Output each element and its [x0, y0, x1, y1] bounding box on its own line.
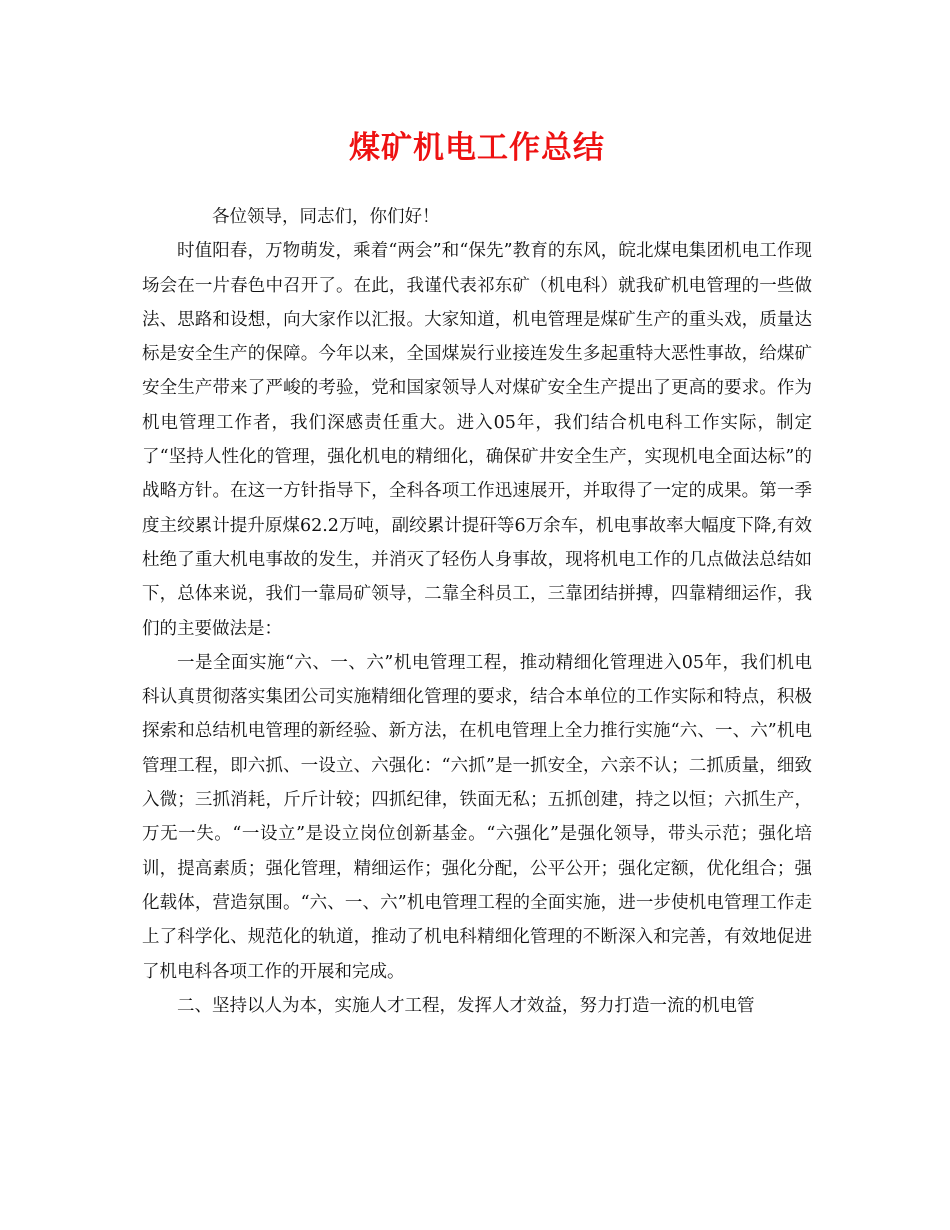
document-page: [142, 120, 812, 1023]
body-paragraph-point-two: 二、坚持以人为本，实施人才工程，发挥人才效益，努力打造一流的机电管: [177, 995, 755, 1016]
body-paragraph-point-one: 一是全面实施“六、一、六”机电管理工程，推动精细化管理进入05年，我们机电科认真贯彻落实集团公司实施精细化管理的要求，结合本单位的工作实际和特点，积极探索和总结机电管理的新经验、新方法，在机电管理上全力推行实施“六、一、六”机电管理工程，即六抓、一设立、六强化：“六抓”是一抓安全，六亲不认；二抓质量，细致入微；三抓消耗，斤斤计较；四抓纪律，铁面无私；五抓创建，持之以恒；六抓生产，万无一失。“一设立”是设立岗位创新基金。“六强化”是强化领导，带头示范；强化培训，提高素质；强化管理，精细运作；强化分配，公平公开；强化定额，优化组合；强化载体，营造氛围。“六、一、六”机电管理工程的全面实施，进一步使机电管理工作走上了科学化、规范化的轨道，推动了机电科精细化管理的不断深入和完善，有效地促进了机电科各项工作的开展和完成。: [142, 652, 812, 982]
body-paragraph-intro: 时值阳春，万物萌发，乘着“两会”和“保先”教育的东风，皖北煤电集团机电工作现场会在一片春色中召开了。在此，我谨代表祁东矿（机电科）就我矿机电管理的一些做法、思路和设想，向大家作以汇报。大家知道，机电管理是煤矿生产的重头戏，质量达标是安全生产的保障。今年以来，全国煤炭行业接连发生多起重特大恶性事故，给煤矿安全生产带来了严峻的考验，党和国家领导人对煤矿安全生产提出了更高的要求。作为机电管理工作者，我们深感责任重大。进入05年，我们结合机电科工作实际，制定了“坚持人性化的管理，强化机电的精细化，确保矿井安全生产，实现机电全面达标”的战略方针。在这一方针指导下，全科各项工作迅速展开，并取得了一定的成果。第一季度主绞累计提升原煤62.2万吨，副绞累计提矸等6万余车，机电事故率大幅度下降,有效杜绝了重大机电事故的发生，并消灭了轻伤人身事故，现将机电工作的几点做法总结如下，总体来说，我们一靠局矿领导，二靠全科员工，三靠团结拼搏，四靠精细运作，我们的主要做法是：: [142, 241, 812, 639]
document-title: 煤矿机电工作总结: [349, 130, 605, 166]
greeting-line: 各位领导，同志们，你们好！: [212, 207, 440, 227]
document-body: [142, 200, 812, 1023]
